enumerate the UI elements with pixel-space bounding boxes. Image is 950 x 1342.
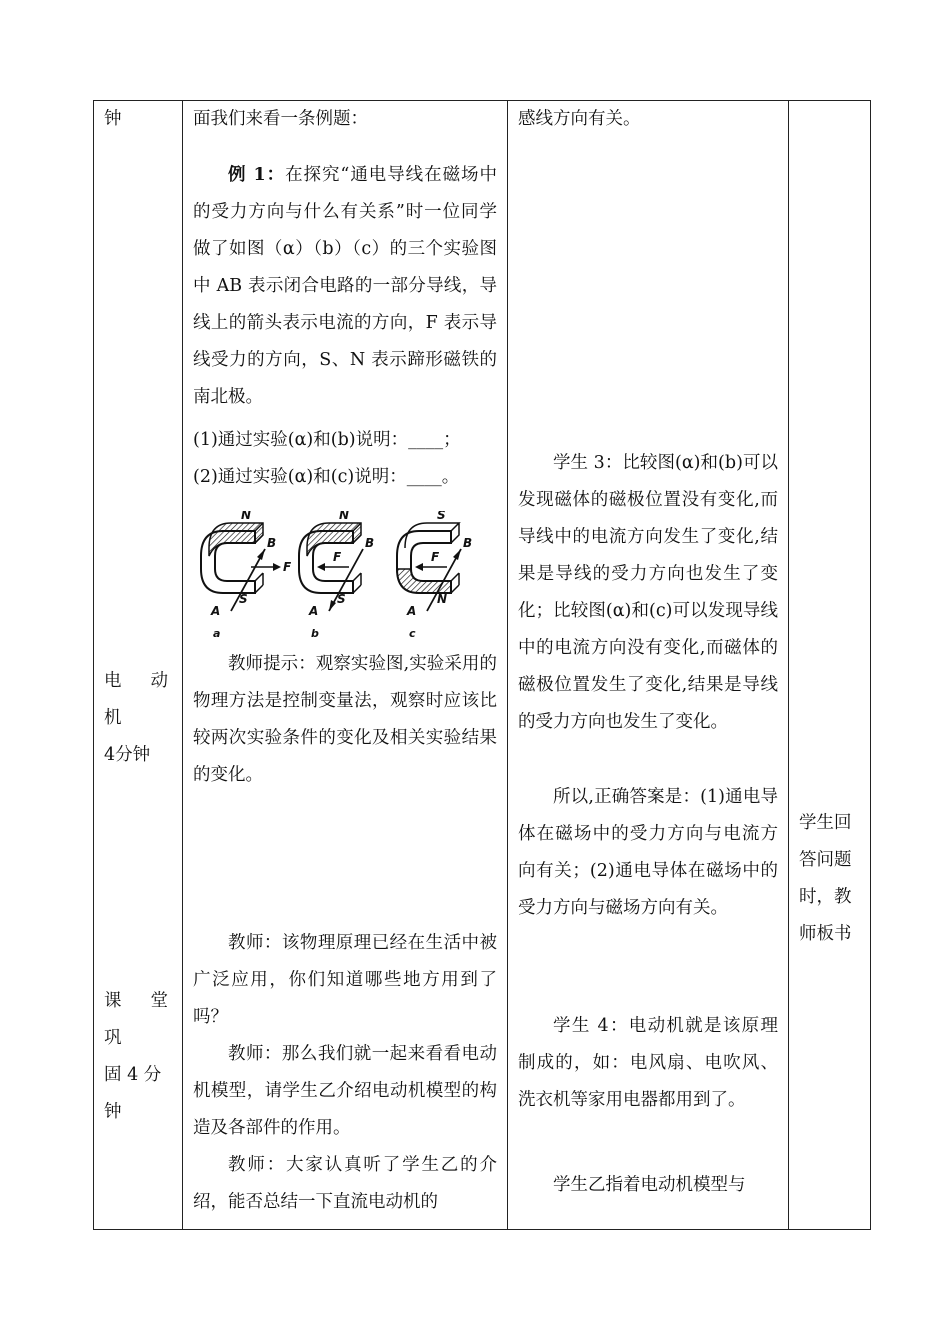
panel-a-bottom-pole: S	[239, 592, 248, 606]
panel-b-top-pole: N	[339, 511, 350, 522]
intro-text: 面我们来看一条例题：	[193, 109, 368, 129]
panel-c-end-b: B	[463, 536, 473, 550]
panel-a-force: F	[283, 560, 292, 574]
panel-a-caption: a	[213, 627, 221, 640]
example-text: 在探究“通电导线在磁场中的受力方向与什么有关系”时一位同学做了如图（α）（b）（c）的三个实验图中 AB 表示闭合电路的一部分导线，导线上的箭头表示电流的方向，F 表示导线受力的方向，S、N 表示蹄形磁铁的南北极。	[193, 165, 497, 407]
figure-panel-c	[397, 523, 461, 611]
lesson-plan-table	[93, 100, 871, 1230]
panel-b-force: F	[333, 550, 342, 564]
question-2: (2)通过实验(α)和(c)说明：____。	[193, 467, 460, 487]
magnet-experiment-figure	[193, 511, 493, 641]
panel-c-end-a: A	[407, 604, 417, 618]
student-4-answer: 学生 4：电动机就是该原理制成的，如：电风扇、电吹风、洗衣机等家用电器都用到了。	[518, 1016, 778, 1110]
time-label-top: 钟	[104, 109, 122, 129]
teacher-question-1: 教师：该物理原理已经在生活中被广泛应用，你们知道哪些地方用到了吗？	[193, 933, 497, 1027]
panel-b-end-b: B	[365, 536, 375, 550]
example-label: 例 1：	[228, 165, 286, 185]
question-1: (1)通过实验(α)和(b)说明：____；	[193, 430, 461, 450]
example-paragraph	[193, 157, 497, 416]
figure-panel-b	[299, 523, 363, 611]
teacher-question-2: 教师：那么我们就一起来看看电动机模型，请学生乙介绍电动机模型的构造及各部件的作用。	[193, 1044, 497, 1138]
panel-a-top-pole: N	[241, 511, 252, 522]
teacher-question-3: 教师：大家认真听了学生乙的介绍，能否总结一下直流电动机的	[193, 1155, 497, 1212]
panel-a-end-a: A	[211, 604, 221, 618]
time-label-motor: 电动机 4分钟	[104, 671, 174, 765]
student-3-answer: 学生 3：比较图(α)和(b)可以发现磁体的磁极位置没有变化,而导线中的电流方向发生了变化,结果是导线的受力方向也发生了变化；比较图(α)和(c)可以发现导线中的电流方向没有变化,而磁体的磁极位置发生了变化,结果是导线的受力方向也发生了变化。	[518, 453, 778, 732]
panel-b-end-a: A	[309, 604, 319, 618]
student-text-top: 感线方向有关。	[518, 109, 641, 129]
correct-answer: 所以,正确答案是：(1)通电导体在磁场中的受力方向与电流方向有关；(2)通电导体在磁场中的受力方向与磁场方向有关。	[518, 787, 778, 918]
teacher-activity-column	[183, 101, 508, 1230]
teacher-hint: 教师提示：观察实验图,实验采用的物理方法是控制变量法，观察时应该比较两次实验条件的变化及相关实验结果的变化。	[193, 654, 497, 785]
table-row	[94, 101, 871, 1230]
panel-c-caption: c	[409, 627, 416, 640]
notes-column	[789, 101, 871, 1230]
panel-c-top-pole: S	[437, 511, 446, 522]
time-column	[94, 101, 183, 1230]
time-label-consolidation: 课堂巩 固 4 分 钟	[104, 991, 174, 1122]
panel-c-bottom-pole: N	[437, 592, 448, 606]
board-note: 学生回 答问题 时，教 师板书	[799, 813, 852, 944]
panel-a-end-b: B	[267, 536, 277, 550]
panel-b-caption: b	[311, 627, 319, 640]
student-b-text: 学生乙指着电动机模型与	[553, 1175, 746, 1195]
panel-b-bottom-pole: S	[337, 592, 346, 606]
student-activity-column	[508, 101, 789, 1230]
panel-c-force: F	[431, 550, 440, 564]
